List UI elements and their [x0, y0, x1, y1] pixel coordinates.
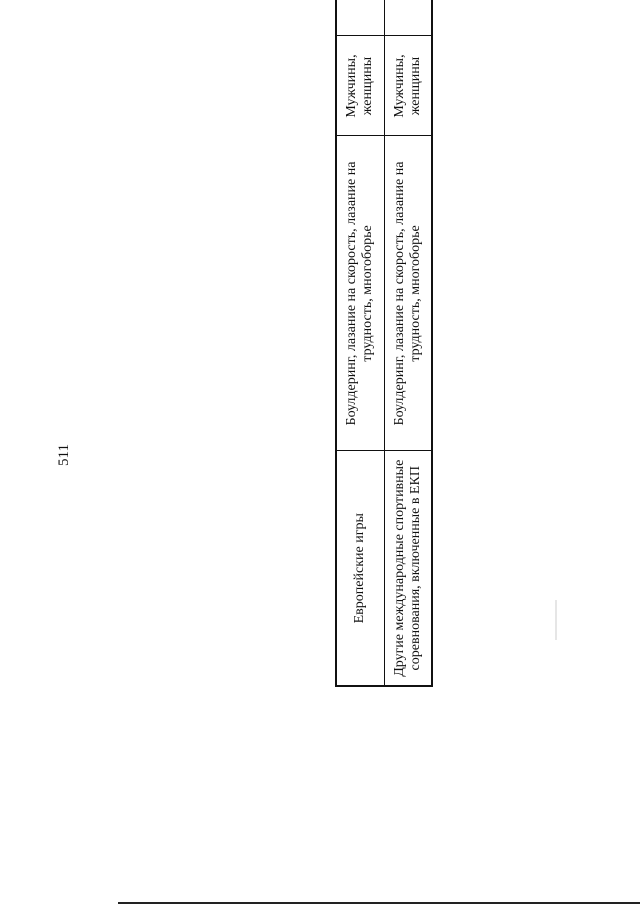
event-cell: Европейские игры [336, 451, 384, 686]
table-row [384, 0, 432, 686]
scan-artifact [555, 600, 557, 640]
scan-bottom-edge [118, 902, 640, 904]
places-cell [384, 0, 432, 36]
gender-cell: Мужчины, женщины [384, 36, 432, 136]
discipline-cell: Боулдеринг, лазание на скорость, лазание на трудность, многоборье [336, 136, 384, 451]
table-row [336, 0, 384, 686]
competition-table-wrapper [335, 0, 433, 687]
places-cell [336, 0, 384, 36]
competition-table [335, 0, 433, 687]
gender-cell: Мужчины, женщины [336, 36, 384, 136]
page-number: 511 [56, 444, 72, 466]
discipline-cell: Боулдеринг, лазание на скорость, лазание на трудность, многоборье [384, 136, 432, 451]
event-cell: Другие международные спортивные соревнования, включенные в ЕКП [384, 451, 432, 686]
